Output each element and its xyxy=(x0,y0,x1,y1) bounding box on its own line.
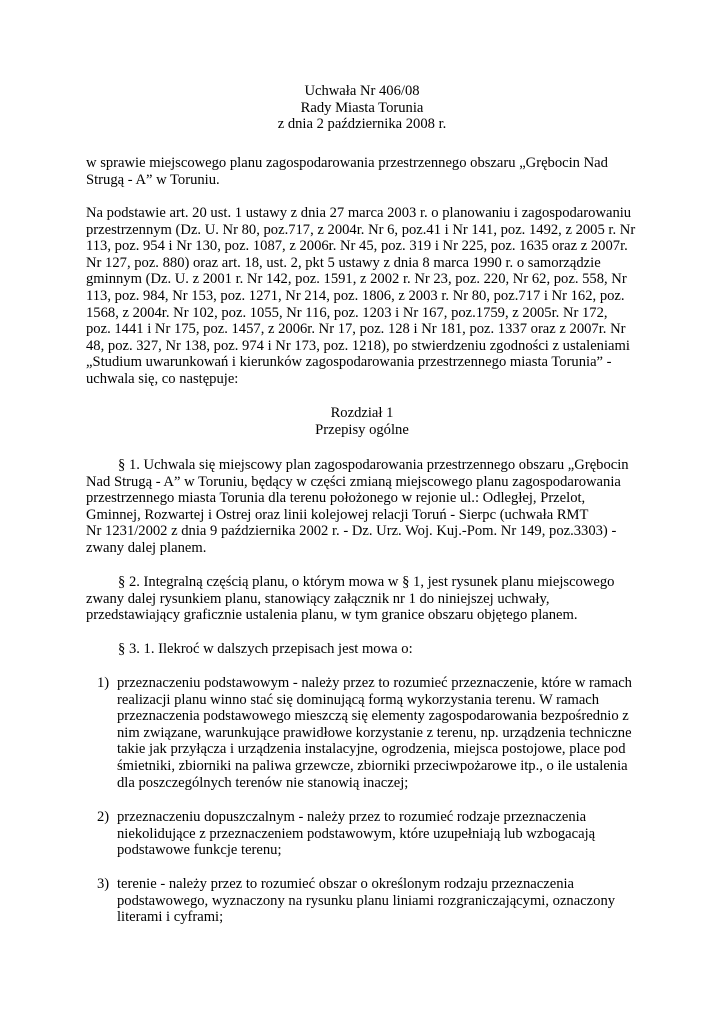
basis-line: „Studium uwarunkowań i kierunków zagospodarowania przestrzennego miasta Torunia” - xyxy=(86,354,612,371)
basis-line: poz. 1441 i Nr 175, poz. 1457, z 2006r. Nr 17, poz. 128 i Nr 181, poz. 1337 oraz z 2007r. Nr xyxy=(86,321,626,338)
basis-line: 1568, z 2004r. Nr 102, poz. 1055, Nr 116, poz. 1203 i Nr 167, poz.1759, z 2005r. Nr 172, xyxy=(86,304,608,321)
section-1 xyxy=(86,457,646,557)
section-3-intro xyxy=(86,641,646,658)
section-line: przestrzennego miasta Torunia dla terenu położonego w rejonie ul.: Odległej, Przelot, xyxy=(86,490,586,507)
definition-line: śmietniki, zbiorniki na paliwa grzewcze, zbiorniki przeciwpożarowe itp., o ile ustalenia xyxy=(117,757,628,774)
basis-line: uchwala się, co następuje: xyxy=(86,370,239,387)
section-line: Gminnej, Rozwartej i Ostrej oraz linii kolejowej relacji Toruń - Sierpc (uchwała RMT xyxy=(86,506,589,523)
chapter-title: Rozdział 1 xyxy=(330,405,394,421)
section-line: § 2. Integralną częścią planu, o którym mowa w § 1, jest rysunek planu miejscowego xyxy=(118,574,615,590)
definition-line: przeznaczeniu podstawowym - należy przez to rozumieć przeznaczenie, które w ramach xyxy=(117,675,632,691)
section-2 xyxy=(86,574,646,624)
definition-number: 1) xyxy=(97,675,110,691)
subject-line: Strugą - A” w Toruniu. xyxy=(86,171,220,188)
subject-line: w sprawie miejscowego planu zagospodarowania przestrzennego obszaru „Grębocin Nad xyxy=(86,155,608,171)
definition-line: nim związane, warunkujące prawidłowe korzystanie z terenu, np. urządzenia techniczne xyxy=(117,724,632,741)
definition-line: niekolidujące z przeznaczeniem podstawowym, które uzupełniają lub wzbogacają xyxy=(117,825,596,842)
definition-line: podstawowego, wyznaczony na rysunku planu liniami rozgraniczającymi, oznaczony xyxy=(117,892,616,909)
resolution-subject xyxy=(86,155,646,188)
definition-line: dla poszczególnych terenów nie stanowią inaczej; xyxy=(117,774,409,791)
basis-line: 48, poz. 327, Nr 138, poz. 974 i Nr 173, poz. 1218), po stwierdzeniu zgodności z ustaleniami xyxy=(86,337,630,354)
council-name: Rady Miasta Torunia xyxy=(300,99,424,116)
definition-line: przeznaczeniu dopuszczalnym - należy przez to rozumieć rodzaje przeznaczenia xyxy=(117,809,587,825)
section-line: § 3. 1. Ilekroć w dalszych przepisach jest mowa o: xyxy=(118,641,413,657)
definition-number: 2) xyxy=(97,809,110,825)
basis-line: 113, poz. 984, Nr 153, poz. 1271, Nr 214, poz. 1806, z 2003 r. Nr 80, poz.717 i Nr 162, poz. xyxy=(86,287,625,304)
basis-line: Na podstawie art. 20 ust. 1 ustawy z dnia 27 marca 2003 r. o planowaniu i zagospodarowaniu xyxy=(86,205,632,221)
definition-line: takie jak przyłącza i urządzenia instalacyjne, ogrodzenia, miejsca postojowe, place pod xyxy=(117,741,626,758)
section-line: Nr 1231/2002 z dnia 9 października 2002 r. - Dz. Urz. Woj. Kuj.-Pom. Nr 149, poz.3303) - xyxy=(86,523,617,540)
definition-line: terenie - należy przez to rozumieć obszar o określonym rodzaju przeznaczenia xyxy=(117,876,575,892)
definition-line: realizacji planu winno stać się dominującą formą wykorzystania terenu. W ramach xyxy=(117,691,600,708)
definition-line: podstawowe funkcje terenu; xyxy=(117,842,282,859)
definition-number: 3) xyxy=(97,876,110,892)
chapter-heading xyxy=(0,405,724,438)
resolution-date: z dnia 2 października 2008 r. xyxy=(277,116,447,133)
resolution-number: Uchwała Nr 406/08 xyxy=(304,83,420,99)
basis-line: przestrzennym (Dz. U. Nr 80, poz.717, z 2004r. Nr 6, poz.41 i Nr 141, poz. 1492, z 2005 r. Nr xyxy=(86,221,636,238)
basis-line: Nr 127, poz. 880) oraz art. 18, ust. 2, pkt 5 ustawy z dnia 8 marca 1990 r. o samorządzie xyxy=(86,254,601,271)
section-line: § 1. Uchwala się miejscowy plan zagospodarowania przestrzennego obszaru „Grębocin xyxy=(118,457,629,473)
definition-text xyxy=(117,809,647,859)
basis-line: gminnym (Dz. U. z 2001 r. Nr 142, poz. 1591, z 2002 r. Nr 23, poz. 220, Nr 62, poz. 558, Nr xyxy=(86,271,627,288)
definition-line: literami i cyframi; xyxy=(117,909,224,926)
chapter-subtitle: Przepisy ogólne xyxy=(315,421,409,438)
definition-line: przeznaczenia podstawowego mieszczą się elementy zagospodarowania bezpośrednio z xyxy=(117,708,629,725)
definition-text xyxy=(117,675,647,791)
section-line: zwany dalej planem. xyxy=(86,539,207,556)
section-line: zwany dalej rysunkiem planu, stanowiący załącznik nr 1 do niniejszej uchwały, xyxy=(86,590,550,607)
basis-line: 113, poz. 954 i Nr 130, poz. 1087, z 2006r. Nr 45, poz. 319 i Nr 225, poz. 1635 oraz z 2007r. xyxy=(86,238,628,255)
section-line: Nad Strugą - A” w Toruniu, będący w części zmianą miejscowego planu zagospodarowania xyxy=(86,473,621,490)
definition-text xyxy=(117,876,647,926)
section-line: przedstawiający graficznie ustalenia planu, w tym granice obszaru objętego planem. xyxy=(86,607,578,624)
resolution-header xyxy=(0,83,724,133)
legal-basis xyxy=(86,205,646,388)
